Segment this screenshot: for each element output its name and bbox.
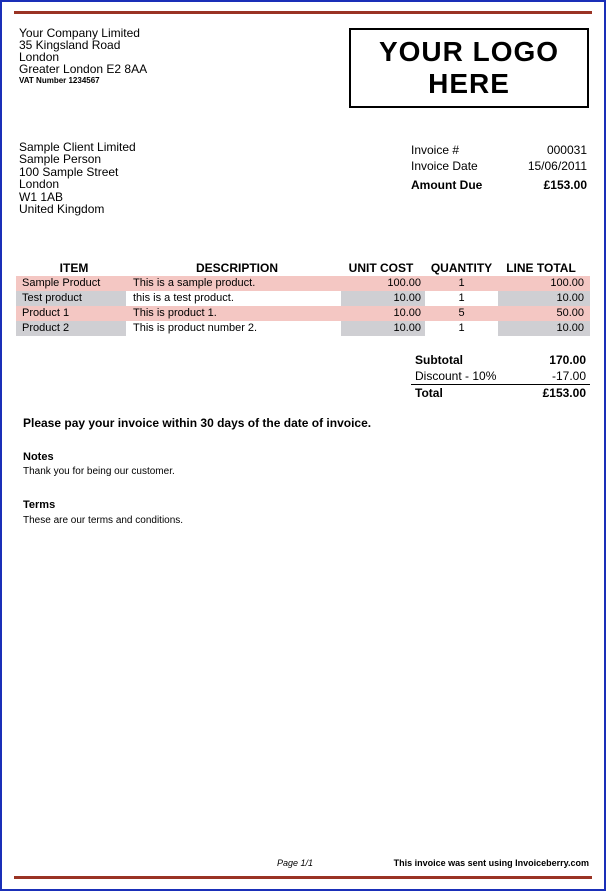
row-unit-cost: 10.00 [341,321,425,336]
invoice-number: 000031 [546,143,587,157]
amount-due-row [411,178,587,194]
company-street: 35 Kingsland Road [19,38,121,52]
client-address [19,141,136,215]
terms-heading: Terms [23,499,56,511]
invoice-meta [411,143,587,194]
row-item: Test product [16,291,126,306]
amount-due: £153.00 [543,178,587,192]
row-line-total: 10.00 [498,321,590,336]
row-item: Sample Product [16,276,126,291]
company-vat: VAT Number 1234567 [19,76,100,85]
client-person: Sample Person [19,152,102,167]
invoice-date-row [411,159,587,175]
row-description: this is a test product. [126,291,341,306]
table-row [16,276,590,291]
notes-heading: Notes [23,451,54,463]
header-quantity: QUANTITY [430,261,493,275]
row-line-total: 50.00 [498,306,590,321]
subtotal-label: Subtotal [415,353,463,367]
total-row [411,384,590,400]
table-header [16,260,590,276]
client-city: London [19,177,60,192]
client-country: United Kingdom [19,202,105,217]
row-quantity: 1 [425,276,498,291]
table-row [16,291,590,306]
total-label: Total [415,386,443,400]
amount-due-label: Amount Due [411,178,483,192]
company-name: Your Company Limited [19,26,140,40]
invoice-number-label: Invoice # [411,143,460,157]
row-quantity: 1 [425,321,498,336]
header-description: DESCRIPTION [195,261,278,275]
invoice-number-row [411,143,587,159]
logo-placeholder [349,28,589,108]
logo-line-1: YOUR LOGO [378,36,560,67]
client-street: 100 Sample Street [19,164,119,179]
discount-label: Discount - 10% [415,369,497,383]
company-address [19,27,147,87]
row-quantity: 5 [425,306,498,321]
subtotal-value: 170.00 [549,353,586,367]
table-row [16,321,590,336]
totals-block [411,352,590,400]
header-item: ITEM [59,261,89,275]
header-unit-cost: UNIT COST [348,261,414,275]
subtotal-row [411,352,590,368]
row-line-total: 10.00 [498,291,590,306]
notes-text: Thank you for being our customer. [23,466,175,477]
company-city: London [19,50,60,64]
client-postcode: W1 1AB [19,189,64,204]
header-line-total: LINE TOTAL [506,261,576,275]
row-description: This is product number 2. [126,321,341,336]
row-description: This is a sample product. [126,276,341,291]
row-item: Product 2 [16,321,126,336]
row-unit-cost: 10.00 [341,306,425,321]
terms-text: These are our terms and conditions. [23,515,184,526]
invoice-date-label: Invoice Date [411,159,478,173]
row-quantity: 1 [425,291,498,306]
row-item: Product 1 [16,306,126,321]
payment-note: Please pay your invoice within 30 days of the date of invoice. [23,416,372,430]
table-row [16,306,590,321]
discount-value: -17.00 [551,369,586,383]
footer-sent-using: This invoice was sent using Invoiceberry.com [393,858,589,868]
row-unit-cost: 100.00 [341,276,425,291]
discount-row [411,368,590,384]
client-company: Sample Client Limited [19,140,136,154]
row-description: This is product 1. [126,306,341,321]
top-rule [14,11,592,14]
page-number: Page 1/1 [277,858,314,868]
logo-line-2: HERE [428,68,510,99]
row-line-total: 100.00 [498,276,590,291]
invoice-date: 15/06/2011 [527,159,587,173]
bottom-rule [14,876,592,879]
line-items-table [16,260,590,336]
company-region: Greater London E2 8AA [19,62,148,76]
row-unit-cost: 10.00 [341,291,425,306]
total-value: £153.00 [542,386,586,400]
